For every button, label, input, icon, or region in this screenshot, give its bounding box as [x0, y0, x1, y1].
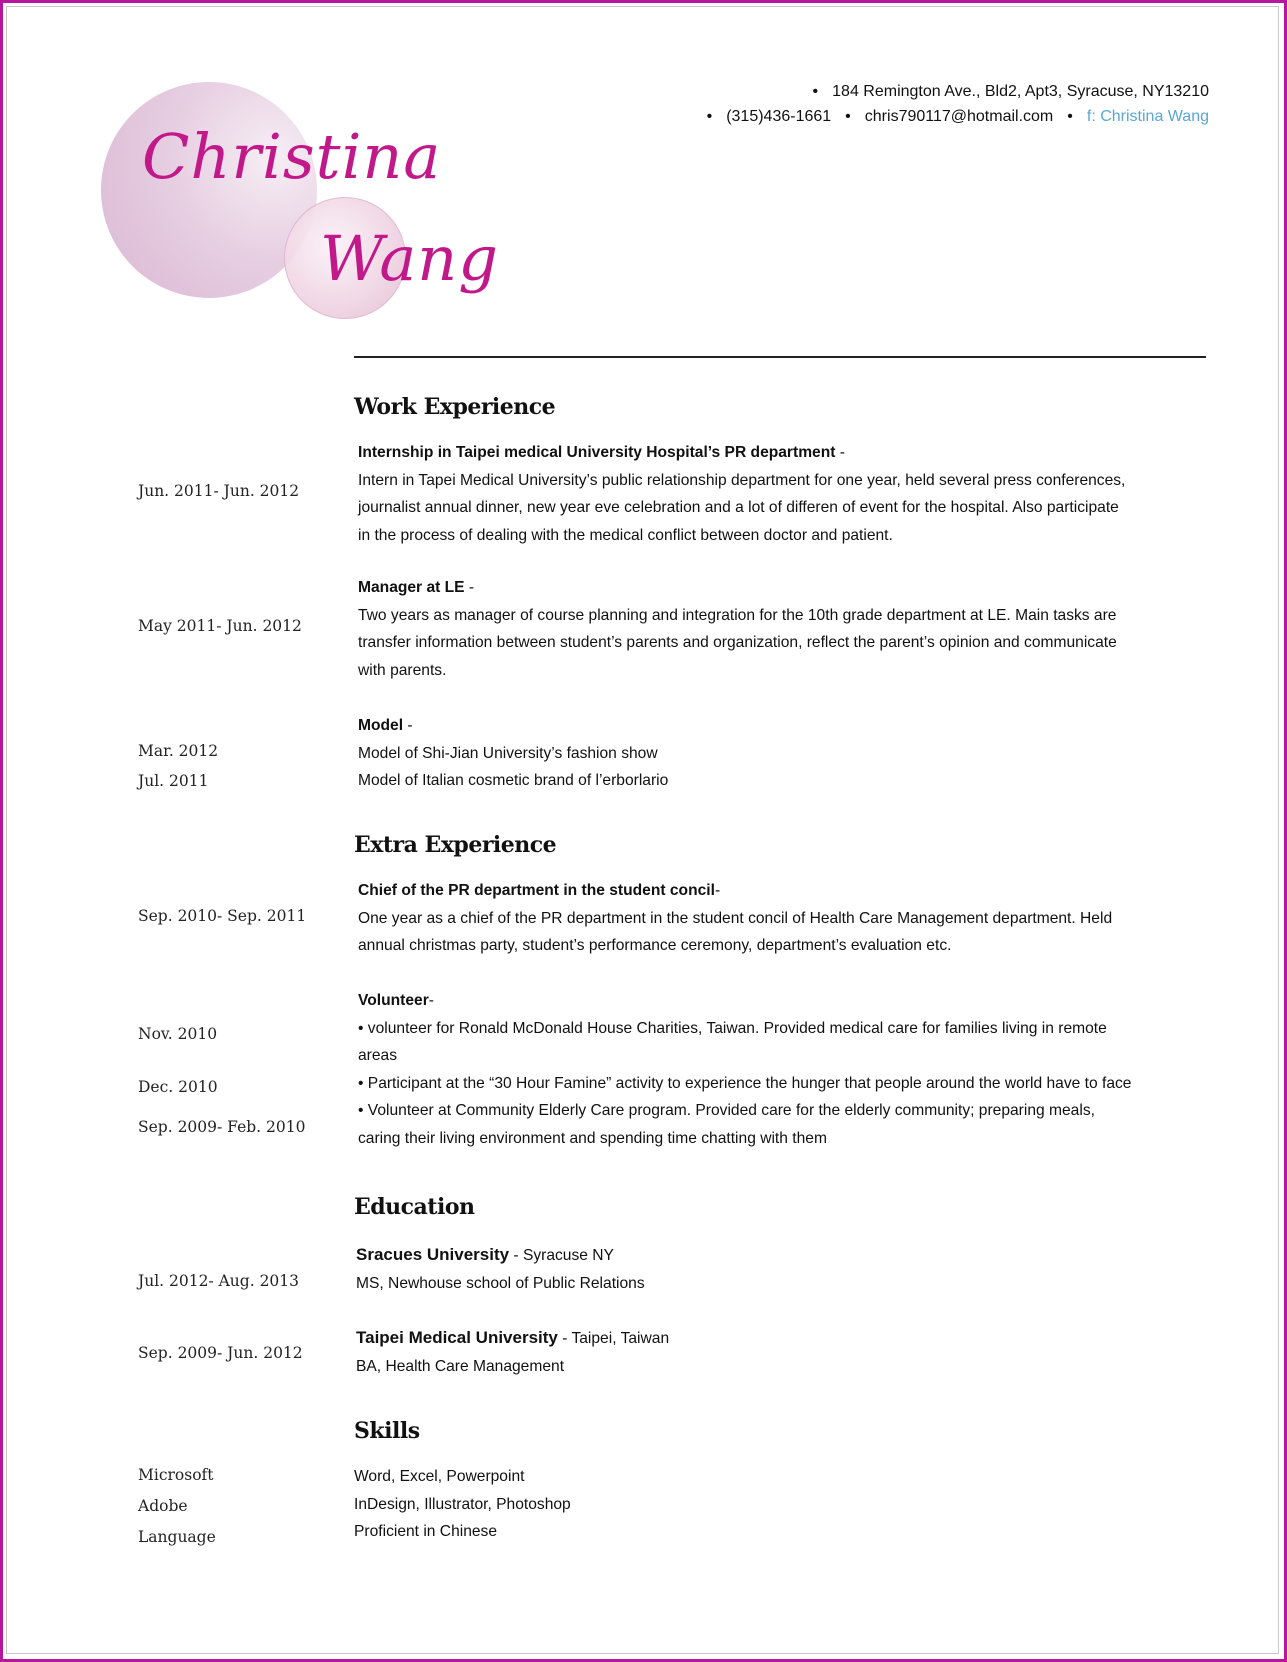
entry-line: Model of Italian cosmetic brand of l’erborlario	[358, 772, 669, 789]
work-entry-1	[358, 439, 1208, 549]
bullet-icon: •	[706, 108, 713, 125]
edu-date-2: Sep. 2009- Jun. 2012	[138, 1344, 303, 1362]
email-link[interactable]: chris790117@hotmail.com	[864, 108, 1054, 125]
first-name: Christina	[142, 120, 442, 193]
entry-title: Chief of the PR department in the student concil	[358, 882, 715, 899]
work-date-3b: Jul. 2011	[138, 772, 209, 790]
entry-line: • Participant at the “30 Hour Famine” activity to experience the hunger that people around the world have to face	[358, 1074, 1132, 1092]
skills-values	[354, 1463, 1204, 1546]
entry-dash: -	[464, 579, 475, 596]
extra-entry-1	[358, 877, 1208, 960]
entry-title: Internship in Taipei medical University Hospital’s PR department	[358, 444, 836, 461]
contact-line	[693, 108, 1209, 126]
facebook-link[interactable]: f: Christina Wang	[1086, 108, 1209, 125]
work-experience-heading: Work Experience	[354, 394, 556, 420]
work-entry-3	[358, 712, 1208, 795]
skill-value-microsoft: Word, Excel, Powerpoint	[354, 1468, 525, 1485]
entry-title: Volunteer	[358, 992, 429, 1009]
entry-line: Model of Shi-Jian University’s fashion show	[358, 744, 658, 762]
entry-line: Intern in Tapei Medical University’s public relationship department for one year, held several press conferences,	[358, 471, 1126, 489]
entry-line: caring their living environment and spending time chatting with them	[358, 1129, 827, 1147]
entry-line: journalist annual dinner, new year eve celebration and a lot of differen of event for the hospital. Also participate	[358, 499, 1119, 516]
school-location: - Taipei, Taiwan	[557, 1330, 670, 1347]
header-divider	[354, 356, 1206, 358]
work-date-2: May 2011- Jun. 2012	[138, 617, 302, 635]
entry-dash: -	[428, 992, 434, 1009]
bullet-icon: •	[812, 83, 819, 100]
skill-label-microsoft: Microsoft	[138, 1466, 214, 1484]
entry-dash: -	[403, 717, 413, 734]
entry-line: One year as a chief of the PR department in the student concil of Health Care Management department. Held	[358, 909, 1113, 927]
skill-value-language: Proficient in Chinese	[354, 1523, 498, 1540]
skill-value-adobe: InDesign, Illustrator, Photoshop	[354, 1495, 571, 1513]
entry-line: Two years as manager of course planning and integration for the 10th grade department at LE. Main tasks are	[358, 606, 1117, 624]
phone: (315)436-1661	[726, 108, 832, 125]
address: 184 Remington Ave., Bld2, Apt3, Syracuse, NY13210	[832, 83, 1209, 100]
extra-date-2b: Dec. 2010	[138, 1078, 218, 1096]
extra-date-1: Sep. 2010- Sep. 2011	[138, 907, 307, 925]
entry-dash: -	[835, 444, 845, 461]
bullet-icon: •	[1067, 108, 1073, 125]
edu-date-1: Jul. 2012- Aug. 2013	[138, 1272, 300, 1290]
work-date-3a: Mar. 2012	[138, 742, 219, 760]
entry-title: Model	[358, 717, 404, 734]
entry-title: Manager at LE	[358, 579, 465, 596]
entry-line: in the process of dealing with the medical conflict between doctor and patient.	[358, 526, 893, 544]
extra-entry-2	[358, 987, 1208, 1152]
entry-line: • volunteer for Ronald McDonald House Charities, Taiwan. Provided medical care for families living in remote	[358, 1019, 1107, 1037]
degree: BA, Health Care Management	[356, 1357, 565, 1375]
entry-line: transfer information between student’s parents and organization, reflect the parent’s opinion and communicate	[358, 634, 1117, 651]
last-name: Wang	[320, 222, 499, 295]
work-entry-2	[358, 574, 1208, 684]
extra-experience-heading: Extra Experience	[354, 832, 557, 858]
edu-entry-1	[356, 1241, 1206, 1297]
education-heading: Education	[354, 1194, 475, 1220]
contact-address-line	[799, 83, 1209, 101]
entry-line: with parents.	[358, 661, 447, 679]
entry-line: annual christmas party, student’s performance ceremony, department’s evaluation etc.	[358, 937, 952, 954]
skill-label-adobe: Adobe	[138, 1497, 188, 1515]
school-name: Sracues University	[356, 1245, 510, 1264]
bullet-icon: •	[845, 108, 851, 125]
skills-heading: Skills	[354, 1418, 420, 1444]
edu-entry-2	[356, 1324, 1206, 1380]
extra-date-2a: Nov. 2010	[138, 1025, 218, 1043]
extra-date-2c: Sep. 2009- Feb. 2010	[138, 1118, 306, 1136]
entry-line: • Volunteer at Community Elderly Care program. Provided care for the elderly community; preparing meals,	[358, 1102, 1095, 1119]
school-name: Taipei Medical University	[356, 1328, 558, 1347]
skill-label-language: Language	[138, 1528, 216, 1546]
school-location: - Syracuse NY	[509, 1247, 614, 1264]
entry-line: areas	[358, 1047, 398, 1064]
work-date-1: Jun. 2011- Jun. 2012	[138, 482, 300, 500]
degree: MS, Newhouse school of Public Relations	[356, 1274, 645, 1292]
entry-dash: -	[714, 882, 721, 899]
